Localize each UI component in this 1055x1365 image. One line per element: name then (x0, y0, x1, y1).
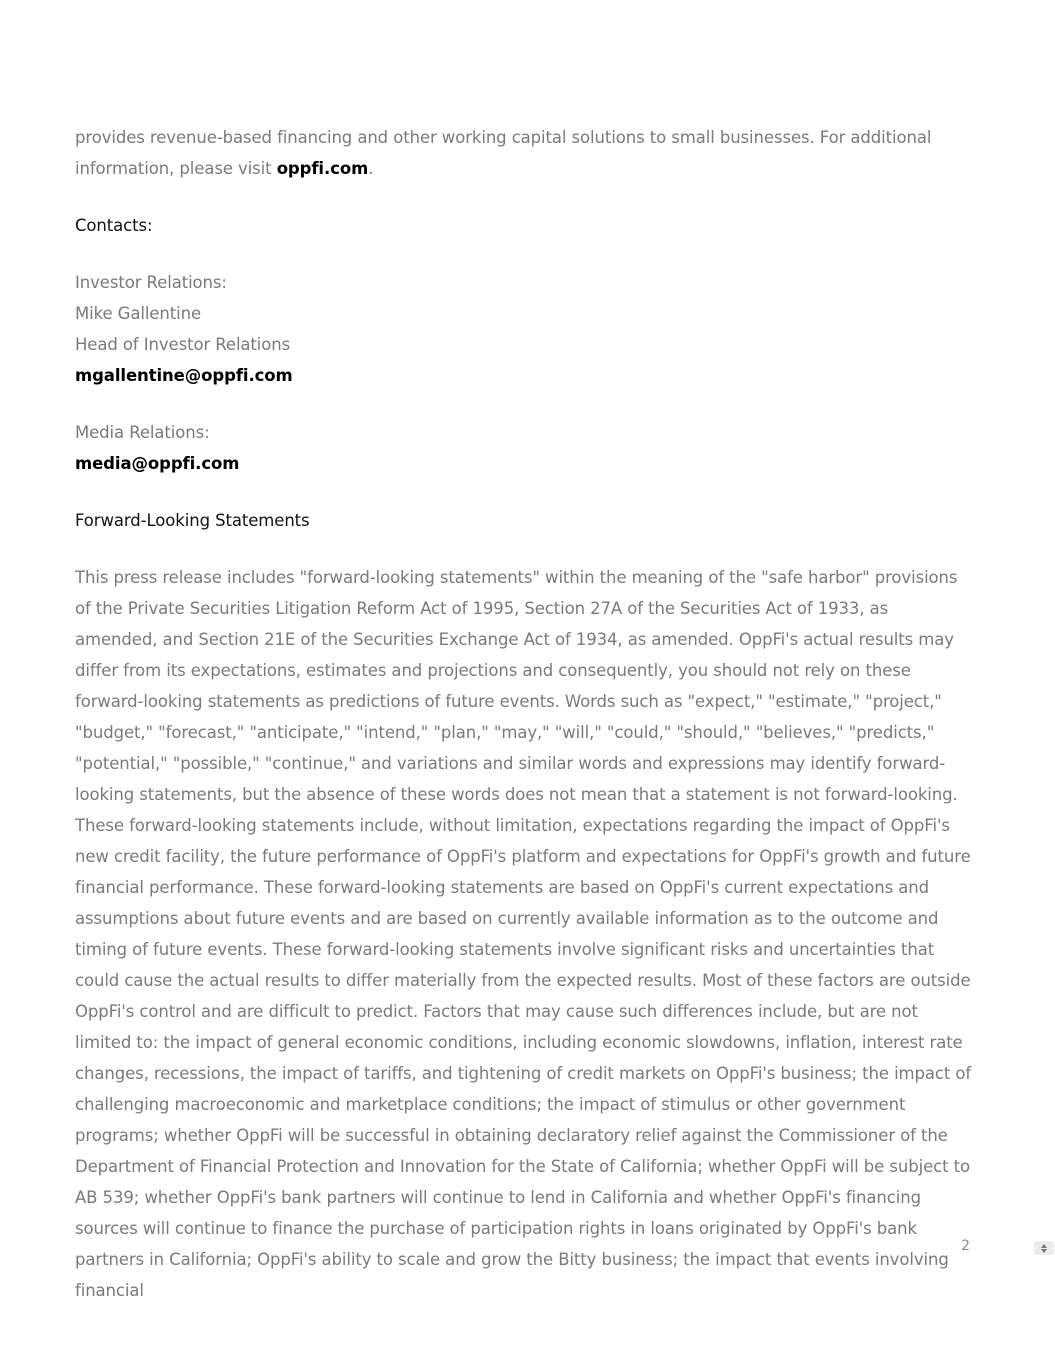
forward-looking-heading: Forward-Looking Statements (75, 511, 310, 530)
media-email-link[interactable]: media@oppfi.com (75, 454, 240, 473)
oppfi-website-link[interactable]: oppfi.com (276, 159, 369, 178)
investor-email-link[interactable]: mgallentine@oppfi.com (75, 366, 293, 385)
intro-text: provides revenue-based financing and other working capital solutions to small businesses. For additional information, please visit (75, 128, 932, 178)
forward-looking-body: This press release includes "forward-looking statements" within the meaning of the "safe harbor" provisions of the Private Securities Litigation Reform Act of 1995, Section 27A of the Securities Act of 1933, as amended, and Section 21E of the Securities Exchange Act of 1934, as amended. OppFi's actual results may differ from its expectations, estimates and projections and consequently, you should not rely on these forward-looking statements as predictions of future events. Words such as "expect," "estimate," "project," "budget," "forecast," "anticipate," "intend," "plan," "may," "will," "could," "should," "believes," "predicts," "potential," "possible," "continue," and variations and similar words and expressions may identify forward-looking statements, but the absence of these words does not mean that a statement is not forward-looking. These forward-looking statements include, without limitation, expectations regarding the impact of OppFi's new credit facility, the future performance of OppFi's platform and expectations for OppFi's growth and future financial performance. These forward-looking statements are based on OppFi's current expectations and assumptions about future events and are based on currently available information as to the outcome and timing of future events. These forward-looking statements involve significant risks and uncertainties that could cause the actual results to differ materially from the expected results. Most of these factors are outside OppFi's control and are difficult to predict. Factors that may cause such differences include, but are not limited to: the impact of general economic conditions, including economic slowdowns, inflation, interest rate changes, recessions, the impact of tariffs, and tightening of credit markets on OppFi's business; the impact of challenging macroeconomic and marketplace conditions; the impact of stimulus or other government programs; whether OppFi will be successful in obtaining declaratory relief against the Commissioner of the Department of Financial Protection and Innovation for the State of California; whether OppFi will be subject to AB 539; whether OppFi's bank partners will continue to lend in California and whether OppFi's financing sources will continue to finance the purchase of participation rights in loans originated by OppFi's bank partners in California; OppFi's ability to scale and grow the Bitty business; the impact that events involving financial (75, 568, 972, 1300)
investor-relations-label: Investor Relations: (75, 273, 227, 292)
intro-period: . (368, 159, 374, 178)
scroll-up-icon[interactable] (1041, 1244, 1047, 1248)
investor-contact-name: Mike Gallentine (75, 304, 202, 323)
investor-contact-title: Head of Investor Relations (75, 335, 291, 354)
scroll-stepper[interactable] (1034, 1241, 1054, 1255)
page-number: 2 (961, 1238, 970, 1254)
intro-paragraph (75, 122, 975, 184)
contacts-heading: Contacts: (75, 216, 153, 235)
document-page (75, 122, 975, 1306)
media-relations-label: Media Relations: (75, 423, 210, 442)
scroll-down-icon[interactable] (1041, 1249, 1047, 1253)
